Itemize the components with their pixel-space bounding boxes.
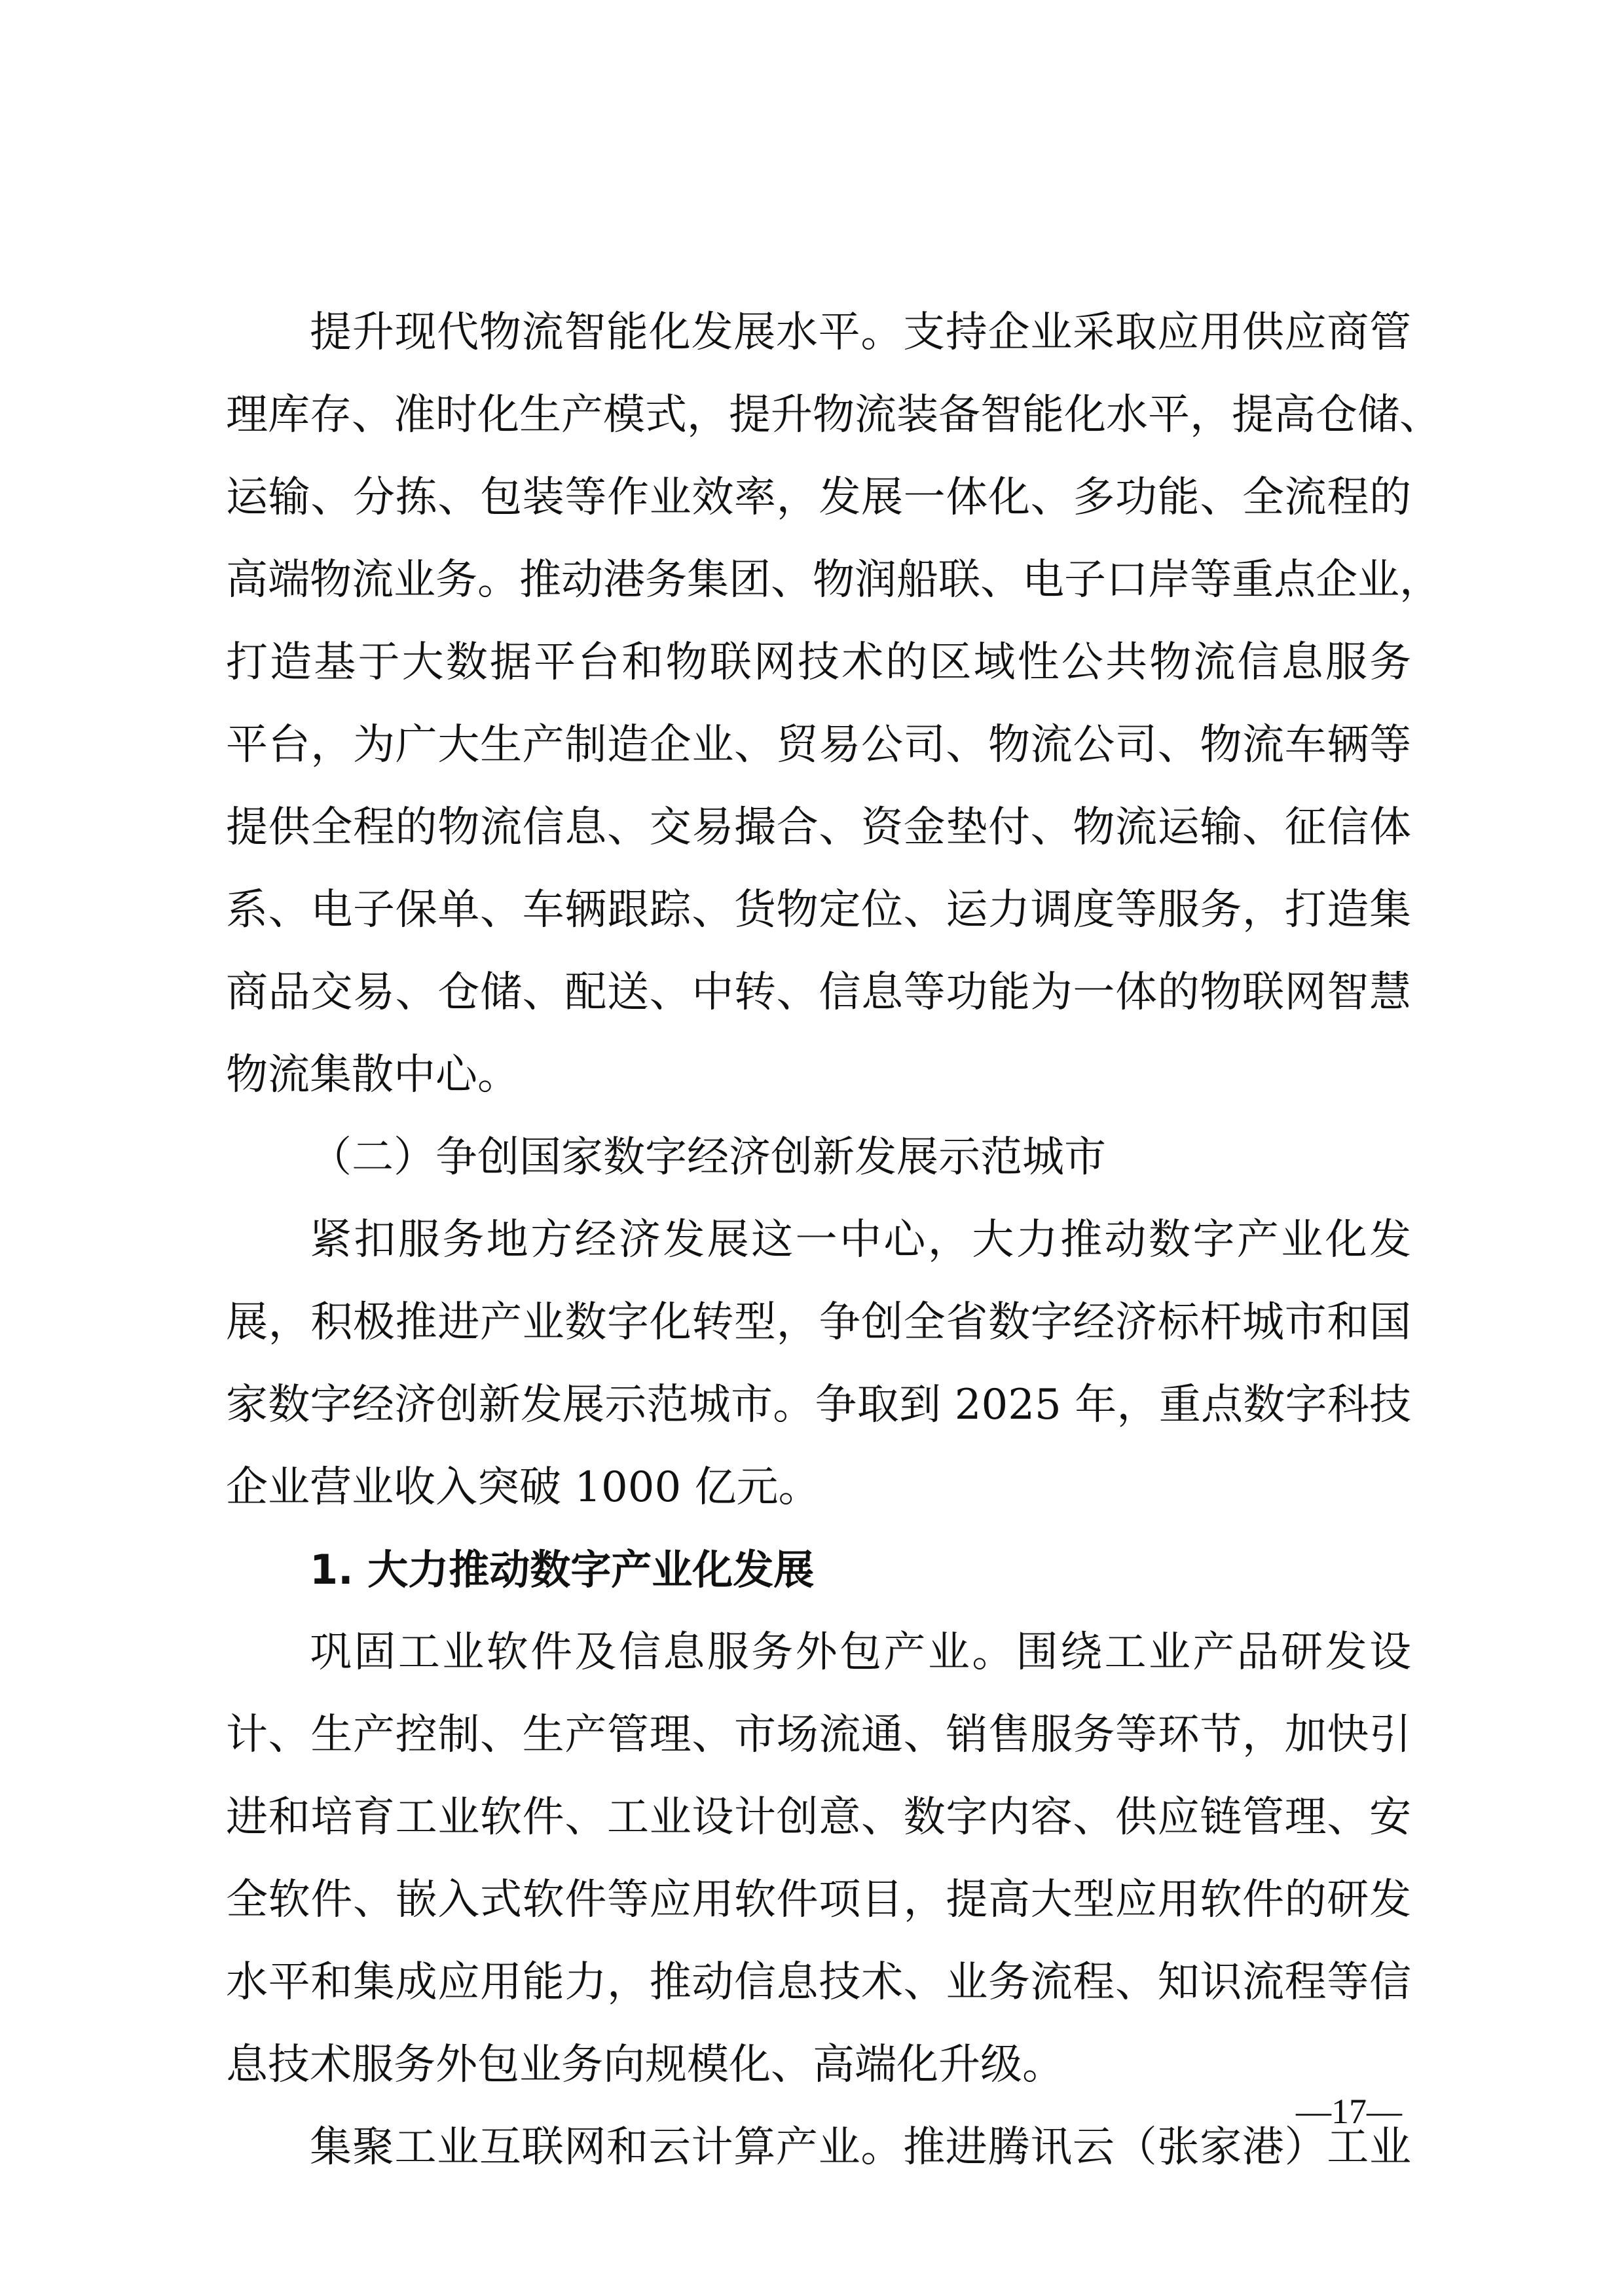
text-line: 息技术服务外包业务向规模化、高端化升级。 [226,2041,1064,2089]
subsection-heading-text: 1. 大力推动数字产业化发展 [310,1546,815,1594]
text-line: 高端物流业务。推动港务集团、物润船联、电子口岸等重点企业， [226,556,1441,604]
paragraph-digital-economy [226,1199,1411,1529]
text-line: 平台，为广大生产制造企业、贸易公司、物流公司、物流车辆等 [226,721,1411,769]
text-line: 商品交易、仓储、配送、中转、信息等功能为一体的物联网智慧 [226,968,1411,1017]
text-line: 水平和集成应用能力，推动信息技术、业务流程、知识流程等信 [226,1958,1411,2007]
text-line: 理库存、准时化生产模式，提升物流装备智能化水平，提高仓储、 [226,391,1441,439]
section-heading-text: （二）争创国家数字经济创新发展示范城市 [310,1133,1106,1182]
text-line: 提升现代物流智能化发展水平。支持企业采取应用供应商管 [310,308,1411,357]
section-heading [226,1116,1411,1199]
text-line: 系、电子保单、车辆跟踪、货物定位、运力调度等服务，打造集 [226,886,1411,934]
page-body [226,291,1441,2189]
text-line: 运输、分拣、包装等作业效率，发展一体化、多功能、全流程的 [226,473,1411,522]
paragraph-industrial-internet [226,2106,1411,2189]
page-number: —17— [1296,2092,1402,2131]
text-line: 全软件、嵌入式软件等应用软件项目，提高大型应用软件的研发 [226,1876,1411,1924]
text-line: 巩固工业软件及信息服务外包产业。围绕工业产品研发设 [310,1628,1411,1677]
text-line: 打造基于大数据平台和物联网技术的区域性公共物流信息服务 [226,638,1411,687]
text-line: 展，积极推进产业数字化转型，争创全省数字经济标杆城市和国 [226,1298,1411,1347]
text-line: 提供全程的物流信息、交易撮合、资金垫付、物流运输、征信体 [226,803,1411,852]
text-line: 集聚工业互联网和云计算产业。推进腾讯云（张家港）工业 [310,2123,1411,2172]
subsection-heading [226,1529,1411,1611]
paragraph-industrial-software [226,1611,1411,2106]
paragraph-logistics [226,291,1441,1116]
text-line: 计、生产控制、生产管理、市场流通、销售服务等环节，加快引 [226,1711,1411,1759]
text-line: 家数字经济创新发展示范城市。争取到 2025 年，重点数字科技 [226,1381,1411,1429]
text-line: 进和培育工业软件、工业设计创意、数字内容、供应链管理、安 [226,1793,1411,1842]
text-line: 企业营业收入突破 1000 亿元。 [226,1463,821,1512]
text-line: 物流集散中心。 [226,1051,519,1099]
text-line: 紧扣服务地方经济发展这一中心，大力推动数字产业化发 [310,1216,1411,1264]
